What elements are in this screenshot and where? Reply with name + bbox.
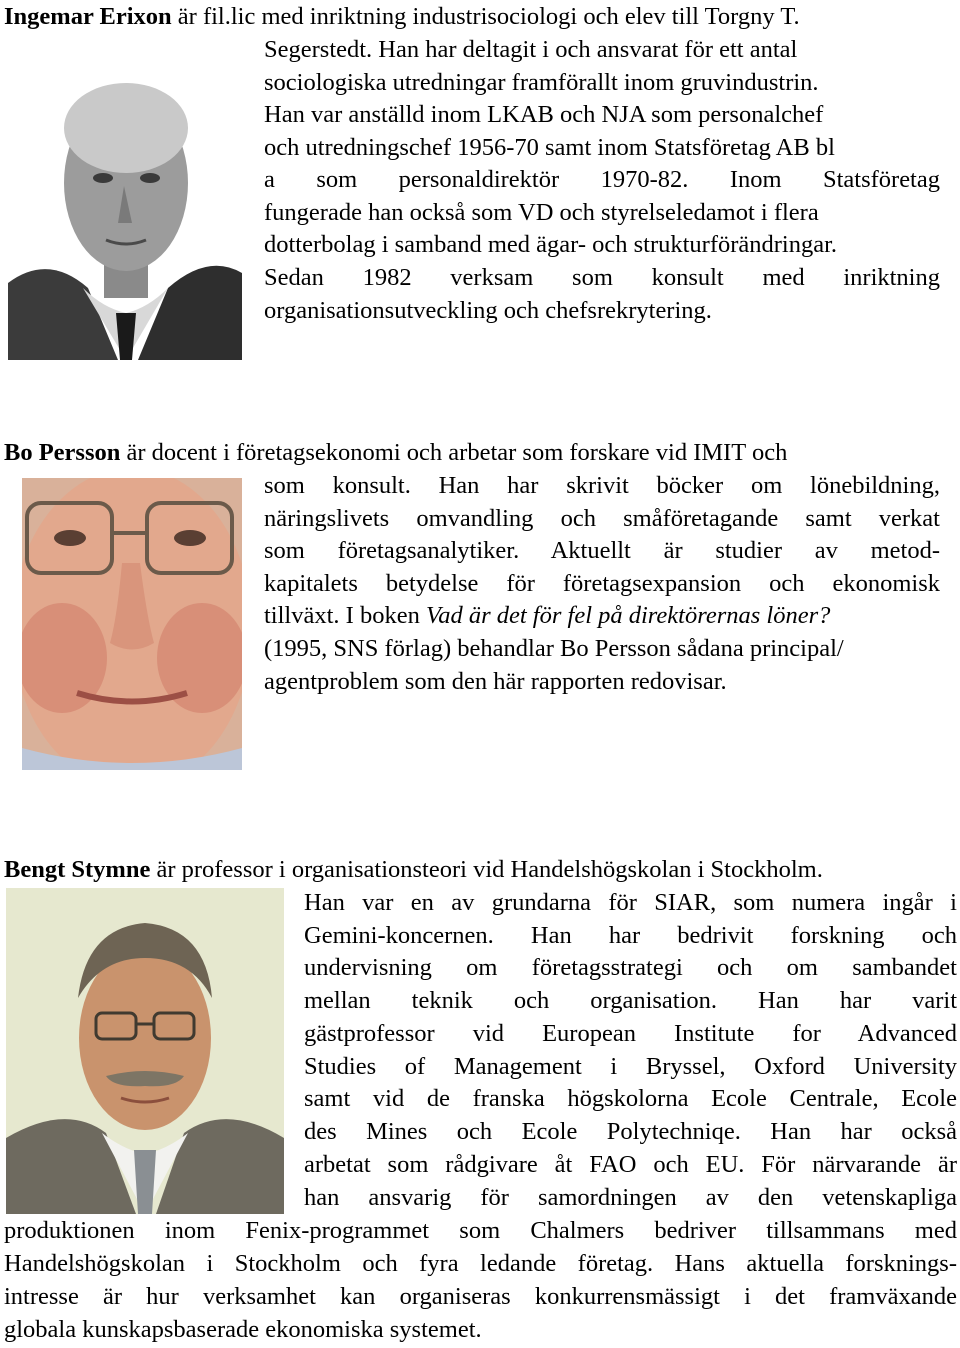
bio-stymne-line-6: gästprofessor vid European Institute for Advanced (304, 1020, 957, 1047)
bio-persson-line-3: näringslivets omvandling och småföretagande samt verkat (264, 505, 940, 532)
bio-erixon-line-5: och utredningschef 1956-70 samt inom Statsföretag AB bl (264, 134, 835, 161)
bio-erixon-line-8: dotterbolag i samband med ägar- och strukturförändringar. (264, 231, 838, 258)
bio-persson-line-6: tillväxt. I boken Vad är det för fel på direktörernas löner? (264, 602, 831, 629)
bio-stymne-line-5: mellan teknik och organisation. Han har varit (304, 987, 957, 1014)
bio-stymne-line-10: arbetat som rådgivare åt FAO och EU. För närvarande är (304, 1151, 957, 1178)
bio-stymne-line-14: intresse är hur verksamhet kan organiseras konkurrensmässigt i det framväxande (4, 1283, 957, 1310)
bio-erixon-line-10: organisationsutveckling och chefsrekrytering. (264, 297, 712, 324)
bio-erixon-line-7: fungerade han också som VD och styrelseledamot i flera (264, 199, 819, 226)
bio-persson-line-7: (1995, SNS förlag) behandlar Bo Persson sådana principal/ (264, 635, 844, 662)
bio-erixon-line-3: sociologiska utredningar framförallt inom gruvindustrin. (264, 69, 819, 96)
bio-erixon-line-1: Ingemar Erixon är fil.lic med inriktning industrisociologi och elev till Torgny T. (4, 3, 800, 30)
bio-stymne-line-8: samt vid de franska högskolorna Ecole Centrale, Ecole (304, 1085, 957, 1112)
bio-erixon-line-4: Han var anställd inom LKAB och NJA som personalchef (264, 101, 824, 128)
bio-persson-line-5: kapitalets betydelse för företagsexpansion och ekonomisk (264, 570, 940, 597)
bio-persson-line-8: agentproblem som den här rapporten redovisar. (264, 668, 727, 695)
bio-stymne-name: Bengt Stymne (4, 856, 151, 883)
bio-stymne-line-11: han ansvarig för samordningen av den vetenskapliga (304, 1184, 957, 1211)
bio-stymne-line-12: produktionen inom Fenix-programmet som Chalmers bedriver tillsammans med (4, 1217, 957, 1244)
bio-erixon-line-9: Sedan 1982 verksam som konsult med inriktning (264, 264, 940, 291)
bio-stymne-line-7: Studies of Management i Bryssel, Oxford University (304, 1053, 957, 1080)
bio-stymne-line-3: Gemini-koncernen. Han har bedrivit forskning och (304, 922, 957, 949)
bio-stymne-line-4: undervisning om företagsstrategi och om sambandet (304, 954, 957, 981)
bio-stymne-line-9: des Mines och Ecole Polytechniqe. Han har också (304, 1118, 957, 1145)
bio-persson-name: Bo Persson (4, 439, 121, 466)
bio-stymne-line-15: globala kunskapsbaserade ekonomiska systemet. (4, 1316, 482, 1343)
bio-stymne-line-2: Han var en av grundarna för SIAR, som numera ingår i (304, 889, 957, 916)
bio-erixon-line-2: Segerstedt. Han har deltagit i och ansvarat för ett antal (264, 36, 798, 63)
bio-stymne-line-13: Handelshögskolan i Stockholm och fyra ledande företag. Hans aktuella forsknings- (4, 1250, 957, 1277)
bio-erixon-name: Ingemar Erixon (4, 3, 172, 30)
portrait-persson-photo (22, 478, 242, 770)
portrait-erixon-photo (8, 38, 242, 360)
book-title: Vad är det för fel på direktörernas löner? (425, 602, 831, 629)
bio-persson-line-2: som konsult. Han har skrivit böcker om lönebildning, (264, 472, 940, 499)
bio-persson-line-1: Bo Persson är docent i företagsekonomi och arbetar som forskare vid IMIT och (4, 439, 788, 466)
bio-stymne-line-1: Bengt Stymne är professor i organisationsteori vid Handelshögskolan i Stockholm. (4, 856, 823, 883)
portrait-stymne-photo (6, 888, 284, 1214)
bio-persson-line-4: som företagsanalytiker. Aktuellt är studier av metod- (264, 537, 940, 564)
bio-erixon-line-6: a som personaldirektör 1970-82. Inom Statsföretag (264, 166, 940, 193)
